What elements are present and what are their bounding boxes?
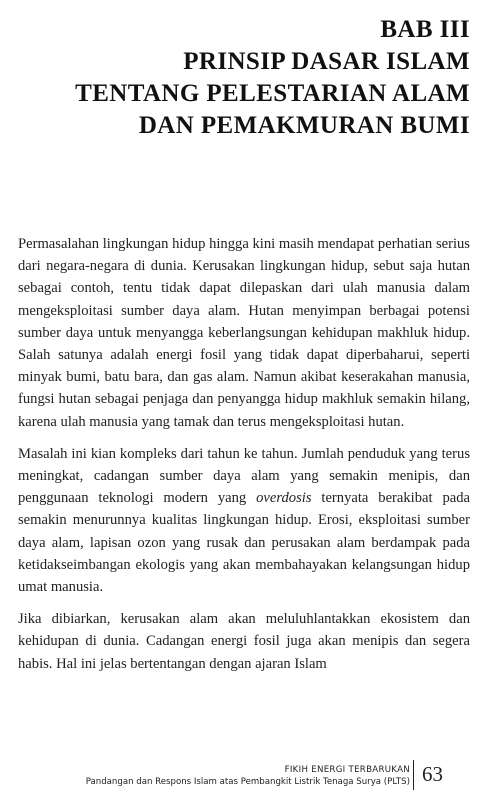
italic-term: overdosis — [256, 490, 312, 507]
footer-divider — [413, 760, 414, 790]
paragraph: Permasalahan lingkungan hidup hingga kini masih mendapat perhatian serius dari negara-negara di dunia. Kerusakan lingkungan hidup, sebut saja hutan sebagai contoh, tentu tidak dapat dilepaskan dari ulah manusia dalam mengeksploitasi sumber daya alam. Hutan menyimpan berbagai potensi sumber daya untuk menyangga keberlangsungan kehidupan makhluk hidup. Salah satunya adalah energi fosil yang tidak dapat diperbaharui, seperti minyak bumi, batu bara, dan gas alam. Namun akibat keserakahan manusia, fungsi hutan sebagai penjaga dan penyangga hidup makhluk semakin hilang, karena ulah manusia yang tamak dan terus mengeksploitasi hutan. — [18, 236, 470, 430]
book-title: FIKIH ENERGI TERBARUKAN — [284, 765, 410, 775]
page-number: 63 — [422, 762, 443, 786]
running-footer — [86, 764, 410, 788]
chapter-title-line-1: PRINSIP DASAR ISLAM — [183, 48, 470, 75]
chapter-number: BAB III — [380, 16, 470, 43]
chapter-title-line-3: DAN PEMAKMURAN BUMI — [138, 112, 470, 139]
paragraph: Jika dibiarkan, kerusakan alam akan meluluhlantakkan ekosistem dan kehidupan di dunia. Cadangan energi fosil juga akan menipis dan segera habis. Hal ini jelas bertentangan dengan ajaran Islam — [18, 611, 470, 672]
body-text — [18, 233, 470, 685]
paragraph — [18, 443, 470, 598]
page-footer — [0, 760, 488, 794]
paragraph-text: ternyata berakibat pada semakin menurunnya kualitas lingkungan hidup. Erosi, eksploitasi sumber daya alam, lapisan ozon yang rusak dan perusakan alam berdampak pada ketidakseimbangan ekologis yang akan membahayakan kelangsungan hidup umat manusia. — [18, 490, 470, 596]
paragraph-text: Masalah ini kian kompleks dari tahun ke tahun. Jumlah penduduk yang terus meningkat, cadangan sumber daya alam yang semakin menipis, dan penggunaan teknologi modern yang — [18, 445, 470, 507]
chapter-heading — [30, 14, 470, 142]
chapter-title-line-2: TENTANG PELESTARIAN ALAM — [75, 80, 470, 107]
book-subtitle: Pandangan dan Respons Islam atas Pembangkit Listrik Tenaga Surya (PLTS) — [85, 777, 410, 787]
